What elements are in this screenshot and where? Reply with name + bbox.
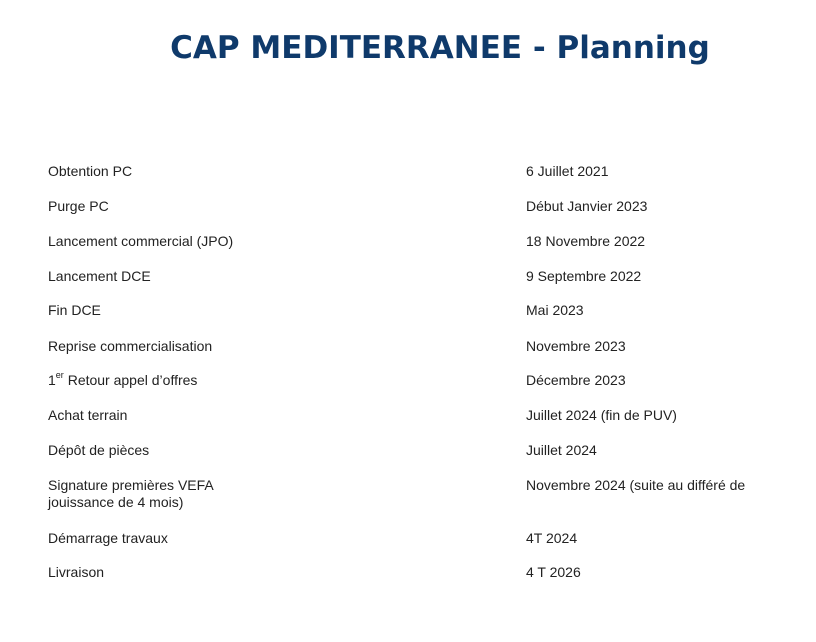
milestone-note: jouissance de 4 mois)	[48, 494, 184, 510]
milestone-date: Juillet 2024 (fin de PUV)	[526, 407, 677, 423]
milestone-date: Novembre 2024 (suite au différé de	[526, 477, 746, 493]
milestone-label: Obtention PC	[48, 163, 133, 179]
milestone-label: Purge PC	[48, 198, 109, 214]
milestone-label-text: Retour appel d’offres	[63, 372, 198, 388]
milestone-date: 4T 2024	[526, 530, 578, 546]
milestone-date: 4 T 2026	[526, 564, 581, 580]
milestone-label: Signature premières VEFA	[48, 477, 214, 493]
milestone-label: Reprise commercialisation	[48, 338, 213, 354]
milestone-date: Décembre 2023	[526, 372, 626, 388]
milestone-date: Mai 2023	[526, 302, 584, 318]
milestone-label: Démarrage travaux	[48, 530, 168, 546]
milestone-date: 18 Novembre 2022	[526, 233, 646, 249]
milestone-date: Novembre 2023	[526, 338, 626, 354]
milestone-label	[48, 372, 348, 389]
milestone-label: Achat terrain	[48, 407, 128, 423]
milestone-date: 9 Septembre 2022	[526, 268, 642, 284]
milestone-date: Début Janvier 2023	[526, 198, 648, 214]
ordinal-suffix: er	[55, 370, 64, 381]
milestone-label: Fin DCE	[48, 302, 101, 318]
milestone-date: Juillet 2024	[526, 442, 597, 458]
milestone-label: Livraison	[48, 564, 105, 580]
ordinal-number: 1	[48, 372, 56, 388]
page-title: CAP MEDITERRANEE - Planning	[170, 30, 710, 66]
milestone-label: Lancement DCE	[48, 268, 151, 284]
milestone-date: 6 Juillet 2021	[526, 163, 609, 179]
milestone-label: Lancement commercial (JPO)	[48, 233, 234, 249]
milestone-label: Dépôt de pièces	[48, 442, 150, 458]
